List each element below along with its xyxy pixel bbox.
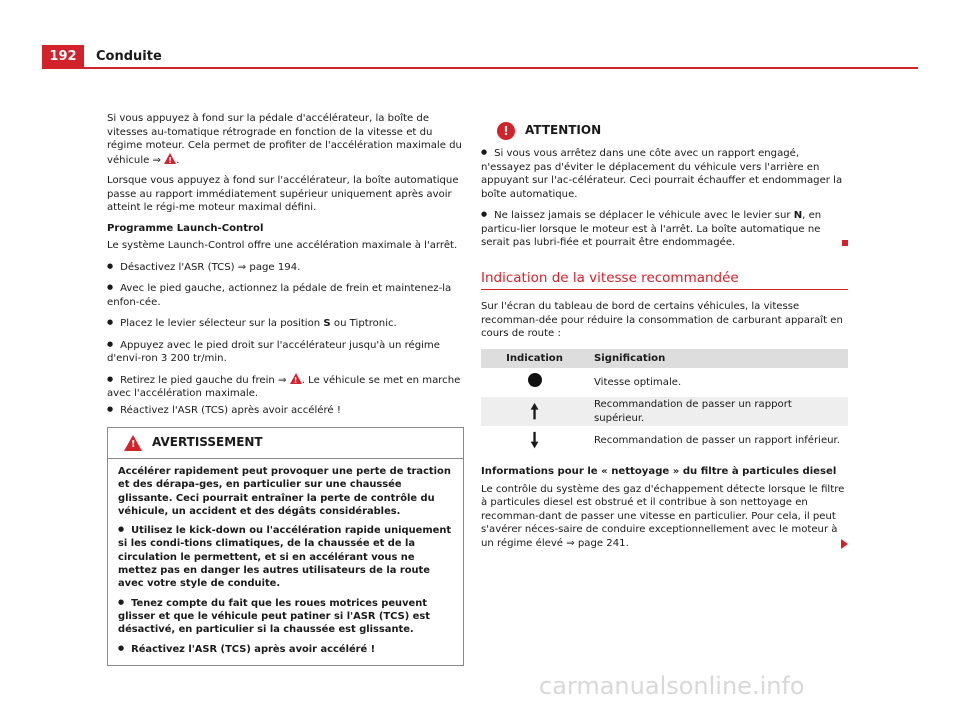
launch-step-3: ● Placez le levier sélecteur sur la position S ou Tiptronic.	[107, 316, 464, 331]
warning-box	[107, 427, 464, 666]
section-intro: Sur l'écran du tableau de bord de certains véhicules, la vitesse recomman-dée pour réduire la consommation de carburant apparaît en cours de route :	[481, 301, 843, 339]
launch-control-heading: Programme Launch-Control	[107, 222, 264, 234]
warning-bullet-2: ● Tenez compte du fait que les roues motrices peuvent glisser et que le véhicule peut patiner si l'ASR (TCS) est désactivé, en particulier si la chaussée est glissante.	[118, 596, 453, 637]
warning-triangle-icon	[124, 435, 142, 451]
table-header: Signification	[588, 349, 848, 369]
warning-bullet-3: ● Réactivez l'ASR (TCS) après avoir accéléré !	[118, 642, 453, 656]
chapter-title: Conduite	[96, 49, 162, 64]
warning-header	[108, 428, 463, 459]
table-cell: Recommandation de passer un rapport inférieur.	[594, 434, 840, 446]
launch-step-2: ● Avec le pied gauche, actionnez la pédale de frein et maintenez-la enfon-cée.	[107, 281, 464, 309]
page-number: 192	[49, 49, 77, 64]
section-title: Indication de la vitesse recommandée	[481, 272, 848, 291]
attention-title: ATTENTION	[525, 123, 602, 138]
page-number-badge	[42, 45, 84, 67]
table-cell: Recommandation de passer un rapport supérieur.	[588, 397, 848, 426]
launch-step-5: ● Retirez le pied gauche du frein ⇒ ! . Le véhicule se met en marche avec l'accélération maximale.	[107, 373, 464, 401]
warning-triangle-icon[interactable]	[290, 373, 302, 384]
end-of-section-icon	[842, 240, 848, 246]
launch-step-6: ● Réactivez l'ASR (TCS) après avoir accéléré !	[107, 403, 464, 418]
table-header: Indication	[481, 349, 588, 369]
left-column	[107, 112, 464, 666]
table-header-row	[481, 349, 848, 369]
diesel-heading: Informations pour le « nettoyage » du filtre à particules diesel	[481, 466, 837, 477]
table-row	[481, 426, 848, 455]
warning-title: AVERTISSEMENT	[152, 435, 263, 450]
table-cell: Vitesse optimale.	[594, 376, 682, 388]
warning-bullet-1: ● Utilisez le kick-down ou l'accélération rapide uniquement si les condi-tions climatiques, de la chaussée et de la circulation le permettent, et si en accélérant vous ne mettez pas en danger les autres utilisateurs de la route avec votre style de conduite.	[118, 523, 453, 590]
arrow-up-icon: 🠕	[530, 398, 539, 423]
right-column	[481, 122, 848, 557]
header-rule	[42, 67, 918, 69]
indication-table	[481, 349, 848, 456]
table-row	[481, 397, 848, 426]
arrow-down-icon: 🠗	[530, 427, 539, 452]
table-row	[481, 368, 848, 397]
continue-arrow-icon	[841, 539, 848, 549]
attention-header	[497, 122, 848, 140]
diesel-paragraph: Le contrôle du système des gaz d'échappement détecte lorsque le filtre à particules diesel est obstrué et il contribue à son nettoyage en recomman-dant de passer une vitesse en particulier. Pour cela, il peut s'avérer néces-saire de conduire exceptionnellement avec le moteur à un régime élevé ⇒ page 241.	[481, 483, 848, 551]
attention-bullet-2: ● Ne laissez jamais se déplacer le véhicule avec le levier sur N, en particu-lier lorsque le moteur est à l'arrêt. La boîte automatique ne serait pas lubri-fiée et pourrait être endommagée.	[481, 208, 848, 250]
filled-circle-icon	[528, 373, 542, 387]
kickdown-paragraph: Si vous appuyez à fond sur la pédale d'accélérateur, la boîte de vitesses au-tomatique rétrograde en fonction de la vitesse et du régime moteur. Cela permet de profiter de l'accélération maximale du véhicule ⇒ ! .	[107, 112, 464, 167]
launch-control-intro: Le système Launch-Control offre une accélération maximale à l'arrêt.	[107, 240, 458, 251]
upshift-paragraph: Lorsque vous appuyez à fond sur l'accélérateur, la boîte automatique passe au rapport immédiatement supérieur uniquement après avoir atteint le régi-me moteur maximal défini.	[107, 175, 459, 213]
launch-step-4: ● Appuyez avec le pied droit sur l'accélérateur jusqu'à un régime d'envi-ron 3 200 tr/min.	[107, 338, 464, 366]
warning-body	[108, 459, 463, 665]
warning-intro: Accélérer rapidement peut provoquer une perte de traction et des dérapa-ges, en particulier sur une chaussée glissante. Ceci pourrait entraîner la perte de contrôle du véhicule, un accident et des dégâts considérables.	[118, 466, 451, 517]
launch-step-1[interactable]: ● Désactivez l'ASR (TCS) ⇒ page 194.	[107, 260, 464, 275]
warning-triangle-icon[interactable]	[164, 153, 176, 164]
exclamation-circle-icon: !	[497, 122, 515, 140]
watermark: carmanualsonline.info	[539, 672, 805, 700]
attention-bullet-1: ● Si vous vous arrêtez dans une côte avec un rapport engagé, n'essayez pas d'éviter le déplacement du véhicule vers l'arrière en appuyant sur l'ac-célérateur. Ceci pourrait échauffer et endommager la boîte automatique.	[481, 146, 848, 201]
